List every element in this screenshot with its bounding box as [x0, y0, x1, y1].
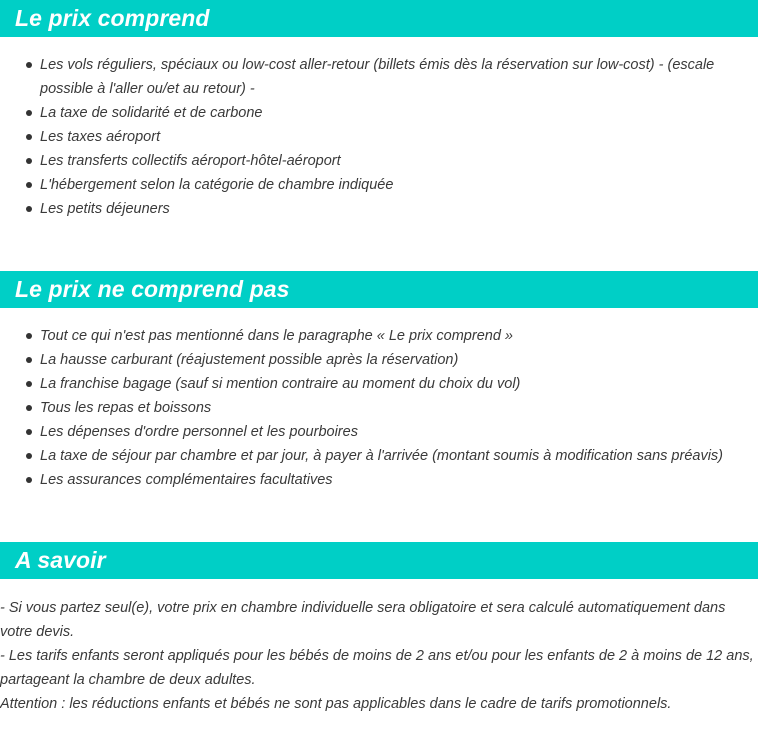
included-item: Les taxes aéroport: [0, 125, 758, 149]
not-included-header: [0, 271, 758, 308]
not-included-item: Les assurances complémentaires facultatives: [0, 468, 758, 492]
included-header: [0, 0, 758, 37]
to-know-paragraph: - Les tarifs enfants seront appliqués pour les bébés de moins de 2 ans et/ou pour les enfants de 2 à moins de 12 ans, partageant la chambre de deux adultes.: [0, 648, 754, 688]
to-know-header: [0, 542, 758, 579]
included-item: La taxe de solidarité et de carbone: [0, 101, 758, 125]
not-included-title: Le prix ne comprend pas: [15, 276, 290, 302]
to-know-title: A savoir: [15, 547, 106, 573]
not-included-item: La franchise bagage (sauf si mention contraire au moment du choix du vol): [0, 372, 758, 396]
to-know-notes: [0, 596, 756, 716]
to-know-paragraph: Attention : les réductions enfants et bébés ne sont pas applicables dans le cadre de tarifs promotionnels.: [0, 696, 672, 712]
not-included-item: Tout ce qui n'est pas mentionné dans le paragraphe « Le prix comprend »: [0, 324, 758, 348]
not-included-item: La hausse carburant (réajustement possible après la réservation): [0, 348, 758, 372]
not-included-item: Tous les repas et boissons: [0, 396, 758, 420]
included-item: Les transferts collectifs aéroport-hôtel-aéroport: [0, 149, 758, 173]
not-included-item: Les dépenses d'ordre personnel et les pourboires: [0, 420, 758, 444]
included-item: Les vols réguliers, spéciaux ou low-cost aller-retour (billets émis dès la réservation sur low-cost) - (escale possible à l'aller ou/et au retour) -: [0, 53, 758, 101]
included-item: Les petits déjeuners: [0, 197, 758, 221]
included-title: Le prix comprend: [15, 5, 210, 31]
included-list: [0, 53, 758, 221]
included-item: L'hébergement selon la catégorie de chambre indiquée: [0, 173, 758, 197]
not-included-list: [0, 324, 758, 492]
not-included-item: La taxe de séjour par chambre et par jour, à payer à l'arrivée (montant soumis à modification sans préavis): [0, 444, 758, 468]
to-know-paragraph: - Si vous partez seul(e), votre prix en chambre individuelle sera obligatoire et sera calculé automatiquement dans votre devis.: [0, 600, 726, 640]
